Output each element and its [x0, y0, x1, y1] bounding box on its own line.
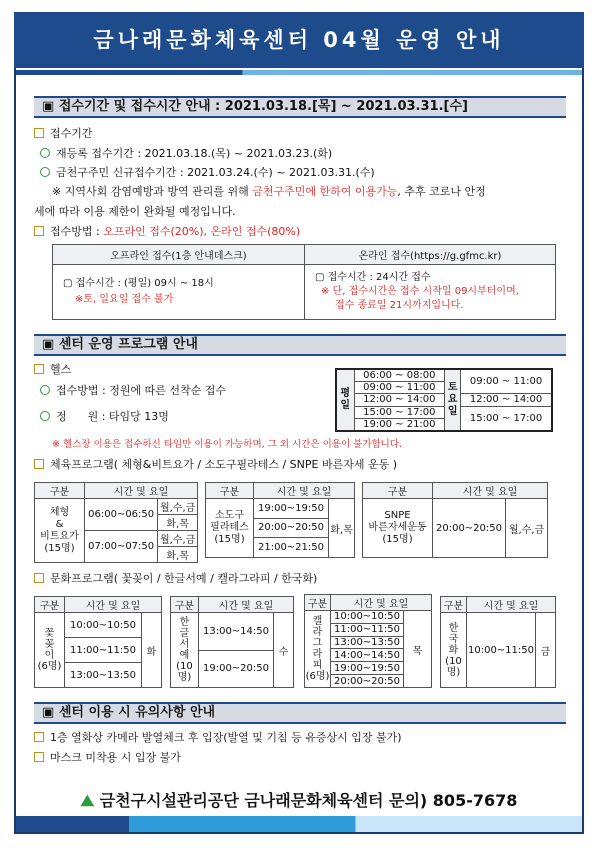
day-slot: 월,수,금	[158, 499, 198, 515]
time-slot: 19:00~20:50	[199, 650, 274, 688]
col-header: 시간 및 요일	[331, 595, 432, 611]
yoga-table	[34, 482, 198, 563]
time-slot: 14:00~14:50	[331, 649, 404, 662]
time-slot: 10:00~11:50	[467, 613, 536, 688]
pilates-table	[205, 482, 355, 558]
section-registration-heading: ▣ 접수기간 및 접수시간 안내 : 2021.03.18.[목] ~ 2021.03.31.[수]	[34, 96, 566, 118]
day-slot: 화	[142, 613, 162, 688]
day-slot: 화,목	[158, 547, 198, 563]
footer-stripe	[16, 816, 582, 832]
col-header: 시간 및 요일	[65, 597, 162, 613]
circle-icon	[40, 411, 50, 421]
weekday-slot: 06:00 ~ 08:00	[354, 369, 445, 382]
time-slot: 13:00~13:50	[331, 636, 404, 649]
time-slot: 11:00~11:50	[65, 638, 142, 663]
rereg-period: 재등록 접수기간 : 2021.03.18.(목) ~ 2021.03.23.(화)	[40, 147, 332, 161]
checkbox-icon	[34, 752, 44, 762]
new-period: 금천구주민 신규접수기간 : 2021.03.24.(수) ~ 2021.03.31.(수)	[40, 166, 375, 180]
circle-icon	[40, 148, 50, 158]
time-slot: 10:00~10:50	[65, 613, 142, 638]
weekend-slot: 09:00 ~ 11:00	[461, 369, 552, 394]
day-slot: 월,수,금	[506, 499, 548, 558]
time-slot: 13:00~14:50	[199, 613, 274, 651]
health-label: 헬스	[34, 363, 71, 377]
notice-line2: 세에 따라 이용 제한이 완화될 예정입니다.	[34, 205, 236, 218]
weekday-slot: 15:00 ~ 17:00	[354, 406, 445, 418]
col-header: 구분	[206, 483, 254, 499]
col-header: 구분	[305, 595, 331, 611]
checkbox-icon	[34, 226, 44, 236]
health-capacity: 정 원 : 타임당 13명	[40, 410, 169, 424]
culture-label: 문화프로그램( 꽃꽂이 / 한글서예 / 캘라그라피 / 한국화)	[34, 572, 317, 586]
time-slot: 21:00~21:50	[254, 538, 329, 558]
program-name: 체형 & 비트요가 (15명)	[35, 499, 85, 563]
time-slot: 10:00~10:50	[331, 611, 404, 624]
day-slot: 수	[274, 613, 294, 688]
col-header: 구분	[441, 597, 467, 613]
period-label: 접수기간	[34, 127, 93, 141]
weekday-slot: 19:00 ~ 21:00	[354, 418, 445, 431]
day-slot: 목	[404, 611, 432, 688]
time-slot: 07:00~07:50	[85, 531, 158, 563]
circle-icon	[40, 167, 50, 177]
weekday-label: 평일	[336, 369, 354, 431]
health-method: 접수방법 : 정원에 따른 선착순 접수	[40, 384, 226, 398]
health-schedule-table	[335, 368, 553, 432]
day-slot: 화,목	[329, 499, 355, 558]
col-header: 시간 및 요일	[254, 483, 355, 499]
day-slot: 월,수,금	[158, 531, 198, 547]
sports-label: 체육프로그램( 체형&비트요가 / 소도구필라테스 / SNPE 바른자세 운동 )	[34, 458, 397, 472]
time-slot: 20:00~20:50	[433, 499, 506, 558]
day-slot: 금	[536, 613, 556, 688]
checkbox-icon	[34, 732, 44, 742]
program-name: 한 국 화 (10명)	[441, 613, 467, 688]
program-name: SNPE 바른자세운동 (15명)	[363, 499, 433, 558]
section-program-heading: ▣ 센터 운영 프로그램 안내	[34, 334, 566, 356]
time-slot: 11:00~11:50	[331, 623, 404, 636]
col-header: 시간 및 요일	[199, 597, 294, 613]
weekend-slot: 15:00 ~ 17:00	[461, 406, 552, 431]
offline-header: 오프라인 접수(1층 안내데스크)	[53, 245, 305, 265]
day-slot: 화,목	[158, 515, 198, 531]
footer-contact: ⛰ 금천구시설관리공단 금나래문화체육센터 문의) 805-7678	[80, 791, 518, 810]
weekend-slot: 12:00 ~ 14:00	[461, 394, 552, 406]
snpe-table	[362, 482, 548, 558]
time-slot: 19:00~19:50	[331, 662, 404, 675]
program-name: 캘 라 그 라 피 (6명)	[305, 611, 331, 688]
page-title: 금나래문화체육센터 04월 운영 안내	[14, 12, 584, 68]
time-slot: 20:00~20:50	[254, 518, 329, 538]
program-name: 한 글 서 예 (10명)	[171, 613, 199, 688]
col-header: 시간 및 요일	[433, 483, 548, 499]
time-slot: 20:00~20:50	[331, 675, 404, 688]
online-header: 온라인 접수(https://g.gfmc.kr)	[305, 245, 556, 265]
title-stripe	[16, 70, 582, 75]
col-header: 시간 및 요일	[85, 483, 198, 499]
checkbox-icon	[34, 128, 44, 138]
time-slot: 19:00~19:50	[254, 499, 329, 519]
checkbox-icon	[34, 573, 44, 583]
checkbox-icon	[34, 459, 44, 469]
notice-1: 1층 열화상 카메라 발열체크 후 입장(발열 및 기침 등 유증상시 입장 불가)	[34, 731, 402, 745]
caligraphy-table	[304, 594, 432, 688]
weekend-label: 토요일	[445, 369, 461, 431]
checkbox-icon	[34, 364, 44, 374]
col-header: 시간 및 요일	[467, 597, 556, 613]
notice-line1: ※ 지역사회 감염예방과 방역 관리를 위해 금천구주민에 한하여 이용가능, 추후 코로나 안정	[52, 185, 486, 198]
weekday-slot: 09:00 ~ 11:00	[354, 382, 445, 394]
col-header: 구분	[171, 597, 199, 613]
time-slot: 13:00~13:50	[65, 663, 142, 688]
flower-table	[34, 596, 162, 688]
program-name: 꽃 꽂 이 (6명)	[35, 613, 65, 688]
registration-table	[52, 244, 556, 320]
calligraphy-table	[170, 596, 294, 688]
method-line: 접수방법 : 오프라인 접수(20%), 온라인 접수(80%)	[34, 225, 300, 239]
korean-painting-table	[440, 596, 556, 688]
time-slot: 06:00~06:50	[85, 499, 158, 531]
program-name: 소도구 필라테스 (15명)	[206, 499, 254, 558]
notice-2: 마스크 미착용 시 입장 불가	[34, 751, 181, 765]
health-note: ※ 헬스장 이용은 접수하신 타임만 이용이 가능하며, 그 외 시간은 이용이 불가합니다.	[52, 439, 403, 450]
logo-icon: ⛰	[80, 791, 95, 810]
col-header: 구분	[363, 483, 433, 499]
circle-icon	[40, 385, 50, 395]
col-header: 구분	[35, 483, 85, 499]
offline-cell: ▢ 접수시간 : (평일) 09시 ~ 18시 ※토, 일요일 접수 불가	[53, 265, 305, 320]
online-cell: ▢ 접수시간 : 24시간 접수 ※ 단, 접수시간은 접수 시작일 09시부터이며, 접수 종료일 21시까지입니다.	[305, 265, 556, 320]
col-header: 구분	[35, 597, 65, 613]
weekday-slot: 12:00 ~ 14:00	[354, 394, 445, 406]
section-notice-heading: ▣ 센터 이용 시 유의사항 안내	[34, 702, 566, 724]
